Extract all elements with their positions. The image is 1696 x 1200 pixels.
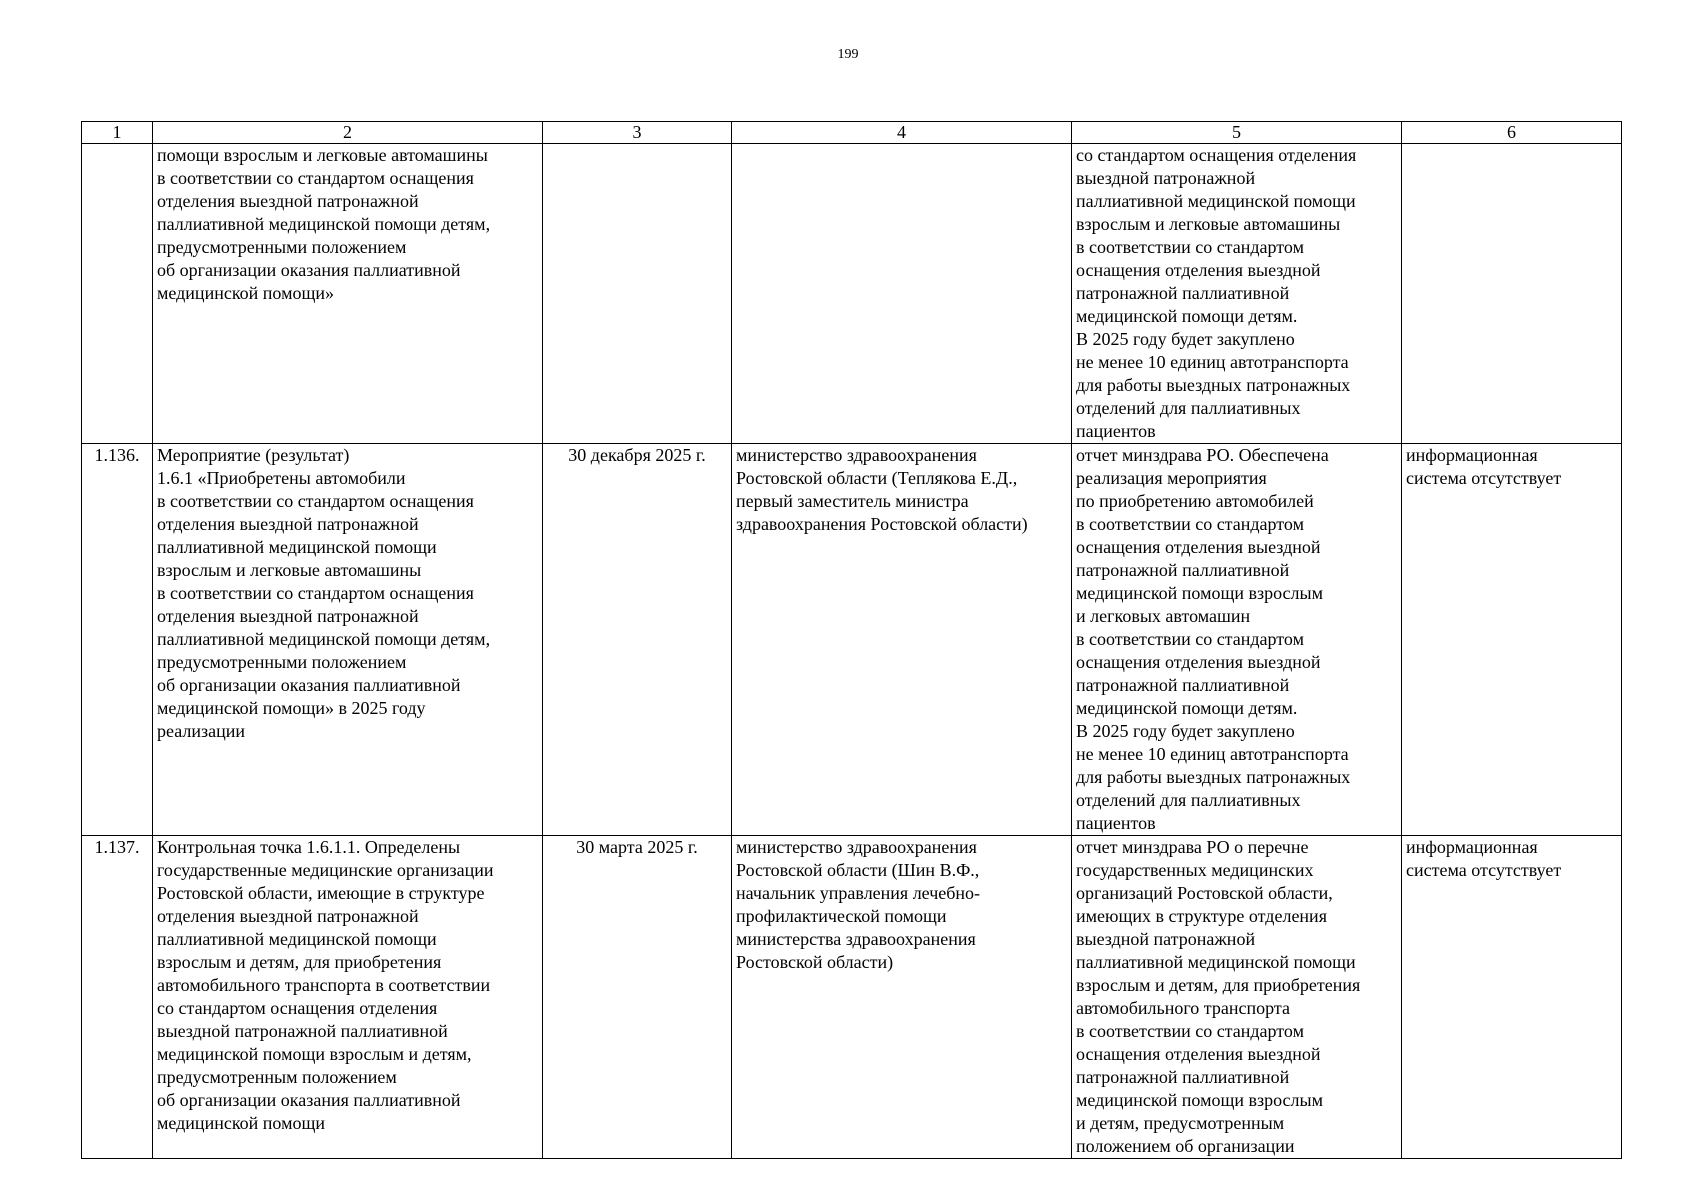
cell-text-line: и детям, предусмотренным (1076, 1113, 1285, 1133)
cell-text-line: министерство здравоохранения (736, 837, 977, 857)
row-number-cell (82, 144, 153, 444)
cell-text-line: взрослым и детям, для приобретения (1076, 975, 1361, 995)
cell-text-line: 1.6.1 «Приобретены автомобили (157, 468, 406, 488)
cell-text-line: предусмотренными положением (157, 652, 407, 672)
cell-text-line: по приобретению автомобилей (1076, 491, 1314, 511)
cell-text-line: со стандартом оснащения отделения (157, 998, 438, 1018)
cell-text-line: патронажной паллиативной (1076, 1067, 1290, 1087)
cell-text-line: для работы выездных патронажных (1076, 375, 1351, 395)
cell-text-line: министерства здравоохранения (736, 929, 976, 949)
cell-text-line: в соответствии со стандартом оснащения (157, 583, 474, 603)
result-cell (1072, 144, 1402, 444)
cell-text-line: предусмотренными положением (157, 237, 407, 257)
row-number-cell: 1.137. (82, 836, 153, 1159)
cell-text-line: начальник управления лечебно- (736, 883, 981, 903)
table-row (82, 444, 1622, 836)
cell-text-line: первый заместитель министра (736, 491, 969, 511)
cell-text-line: в соответствии со стандартом (1076, 237, 1304, 257)
cell-text-line: патронажной паллиативной (1076, 675, 1290, 695)
cell-text-line: автомобильного транспорта в соответствии (157, 975, 491, 995)
cell-text-line: здравоохранения Ростовской области) (736, 514, 1028, 534)
column-header: 1 (82, 122, 153, 144)
cell-text-line: помощи взрослым и легковые автомашины (157, 145, 488, 165)
cell-text-line: патронажной паллиативной (1076, 283, 1290, 303)
cell-text-line: медицинской помощи детям. (1076, 698, 1298, 718)
cell-text-line: отделений для паллиативных (1076, 790, 1301, 810)
cell-text-line: отделения выездной патронажной (157, 906, 419, 926)
cell-text-line: выездной патронажной (1076, 929, 1256, 949)
cell-text-line: взрослым и легковые автомашины (1076, 214, 1341, 234)
cell-text-line: отделения выездной патронажной (157, 514, 419, 534)
cell-text-line: положением об организации (1076, 1136, 1295, 1156)
cell-text-line: имеющих в структуре отделения (1076, 906, 1327, 926)
column-header: 5 (1072, 122, 1402, 144)
cell-text-line: государственные медицинские организации (157, 860, 494, 880)
system-cell (1402, 144, 1622, 444)
cell-text-line: оснащения отделения выездной (1076, 1044, 1321, 1064)
cell-text-line: Мероприятие (результат) (157, 445, 350, 465)
cell-text-line: отделения выездной патронажной (157, 191, 419, 211)
table-header-row (82, 122, 1622, 144)
cell-text-line: отчет минздрава РО о перечне (1076, 837, 1309, 857)
cell-text-line: в соответствии со стандартом (1076, 1021, 1304, 1041)
cell-text-line: организаций Ростовской области, (1076, 883, 1333, 903)
cell-text-line: реализации (157, 721, 245, 741)
cell-text-line: медицинской помощи взрослым и детям, (157, 1044, 472, 1064)
date-cell: 30 декабря 2025 г. (543, 444, 732, 836)
cell-text-line: паллиативной медицинской помощи (157, 537, 437, 557)
cell-text-line: В 2025 году будет закуплено (1076, 329, 1295, 349)
column-header: 4 (732, 122, 1072, 144)
cell-text-line: пациентов (1076, 421, 1156, 441)
cell-text-line: выездной патронажной паллиативной (157, 1021, 448, 1041)
cell-text-line: паллиативной медицинской помощи детям, (157, 214, 491, 234)
responsible-cell (732, 144, 1072, 444)
cell-text-line: об организации оказания паллиативной (157, 675, 461, 695)
result-cell (1072, 836, 1402, 1159)
cell-text-line: медицинской помощи взрослым (1076, 583, 1323, 603)
cell-text-line: патронажной паллиативной (1076, 560, 1290, 580)
cell-text-line: оснащения отделения выездной (1076, 652, 1321, 672)
cell-text-line: не менее 10 единиц автотранспорта (1076, 352, 1349, 372)
cell-text-line: об организации оказания паллиативной (157, 260, 461, 280)
cell-text-line: система отсутствует (1406, 468, 1562, 488)
cell-text-line: взрослым и легковые автомашины (157, 560, 422, 580)
cell-text-line: оснащения отделения выездной (1076, 537, 1321, 557)
table-row (82, 144, 1622, 444)
cell-text-line: информационная (1406, 837, 1538, 857)
cell-text-line: не менее 10 единиц автотранспорта (1076, 744, 1349, 764)
cell-text-line: в соответствии со стандартом оснащения (157, 491, 474, 511)
date-cell (543, 144, 732, 444)
cell-text-line: паллиативной медицинской помощи (157, 929, 437, 949)
system-cell (1402, 444, 1622, 836)
measures-table (81, 121, 1622, 1159)
cell-text-line: медицинской помощи» в 2025 году (157, 698, 426, 718)
cell-text-line: отделения выездной патронажной (157, 606, 419, 626)
result-cell (1072, 444, 1402, 836)
cell-text-line: и легковых автомашин (1076, 606, 1251, 626)
cell-text-line: в соответствии со стандартом оснащения (157, 168, 474, 188)
cell-text-line: реализация мероприятия (1076, 468, 1267, 488)
date-cell: 30 марта 2025 г. (543, 836, 732, 1159)
column-header: 2 (153, 122, 543, 144)
cell-text-line: система отсутствует (1406, 860, 1562, 880)
cell-text-line: Ростовской области) (736, 952, 894, 972)
cell-text-line: со стандартом оснащения отделения (1076, 145, 1357, 165)
cell-text-line: Контрольная точка 1.6.1.1. Определены (157, 837, 461, 857)
page-number: 199 (837, 47, 859, 62)
cell-text-line: государственных медицинских (1076, 860, 1314, 880)
cell-text-line: отчет минздрава РО. Обеспечена (1076, 445, 1329, 465)
cell-text-line: профилактической помощи (736, 906, 947, 926)
cell-text-line: Ростовской области (Теплякова Е.Д., (736, 468, 1018, 488)
column-header: 3 (543, 122, 732, 144)
cell-text-line: оснащения отделения выездной (1076, 260, 1321, 280)
cell-text-line: министерство здравоохранения (736, 445, 977, 465)
cell-text-line: паллиативной медицинской помощи (1076, 191, 1356, 211)
cell-text-line: медицинской помощи» (157, 283, 334, 303)
cell-text-line: отделений для паллиативных (1076, 398, 1301, 418)
cell-text-line: автомобильного транспорта (1076, 998, 1290, 1018)
cell-text-line: медицинской помощи детям. (1076, 306, 1298, 326)
cell-text-line: об организации оказания паллиативной (157, 1090, 461, 1110)
cell-text-line: паллиативной медицинской помощи детям, (157, 629, 491, 649)
responsible-cell (732, 836, 1072, 1159)
cell-text-line: Ростовской области, имеющие в структуре (157, 883, 485, 903)
cell-text-line: выездной патронажной (1076, 168, 1256, 188)
cell-text-line: взрослым и детям, для приобретения (157, 952, 442, 972)
cell-text-line: информационная (1406, 445, 1538, 465)
cell-text-line: В 2025 году будет закуплено (1076, 721, 1295, 741)
cell-text-line: медицинской помощи (157, 1113, 325, 1133)
system-cell (1402, 836, 1622, 1159)
cell-text-line: в соответствии со стандартом (1076, 629, 1304, 649)
cell-text-line: медицинской помощи взрослым (1076, 1090, 1323, 1110)
cell-text-line: предусмотренным положением (157, 1067, 397, 1087)
cell-text-line: для работы выездных патронажных (1076, 767, 1351, 787)
cell-text-line: пациентов (1076, 813, 1156, 833)
responsible-cell (732, 444, 1072, 836)
cell-text-line: Ростовской области (Шин В.Ф., (736, 860, 980, 880)
description-cell (153, 444, 543, 836)
description-cell (153, 144, 543, 444)
cell-text-line: паллиативной медицинской помощи (1076, 952, 1356, 972)
column-header: 6 (1402, 122, 1622, 144)
cell-text-line: в соответствии со стандартом (1076, 514, 1304, 534)
table-row (82, 836, 1622, 1159)
description-cell (153, 836, 543, 1159)
row-number-cell: 1.136. (82, 444, 153, 836)
